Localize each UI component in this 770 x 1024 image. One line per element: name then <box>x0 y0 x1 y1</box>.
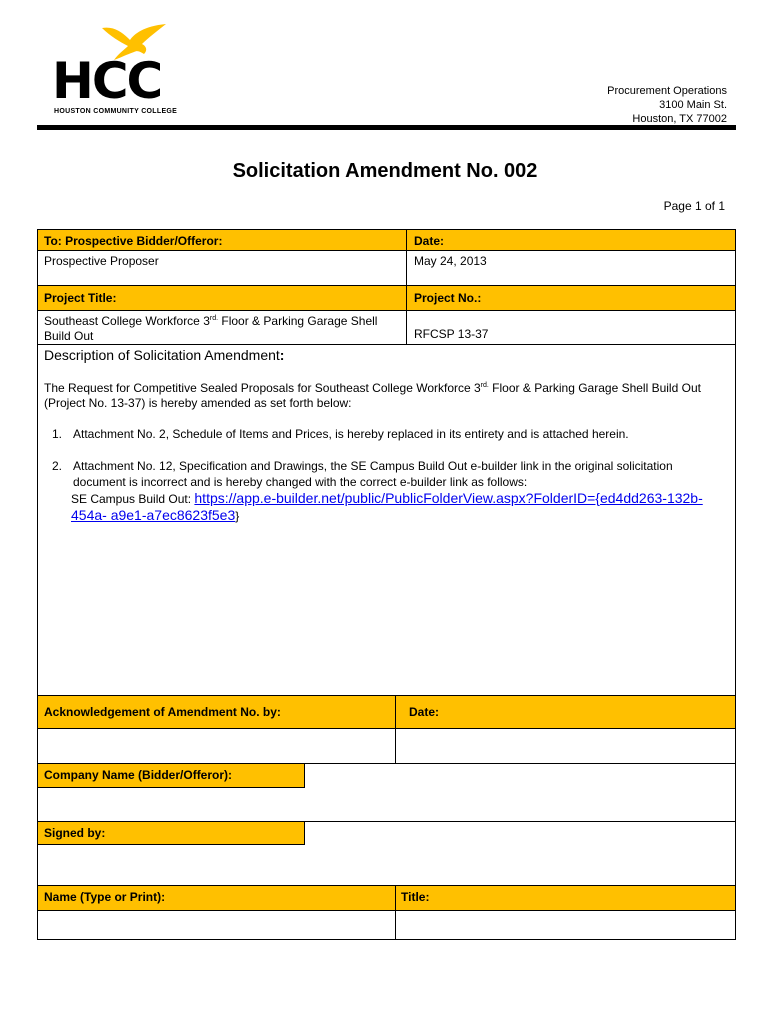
to-label: To: Prospective Bidder/Offeror: <box>44 234 223 248</box>
item-2-line-1: Attachment No. 12, Specification and Drawings, the SE Campus Build Out e-builder link in the original solicitation <box>73 459 673 473</box>
hcc-logo <box>52 22 184 118</box>
description-intro: The Request for Competitive Sealed Proposals for Southeast College Workforce $3^{rd.}$ Floor & Parking Garage Shell Build Out <box>44 381 701 395</box>
ack-date-label: Date: <box>409 705 440 719</box>
to-value: Prospective Proposer <box>44 254 159 268</box>
company-label: Company Name (Bidder/Offeror): <box>44 768 233 782</box>
date-label: Date: <box>414 234 445 248</box>
title-field[interactable] <box>396 911 735 939</box>
description-heading: Description of Solicitation Amendment: <box>44 347 285 363</box>
e-builder-link-continued[interactable]: 454a- a9e1-a7ec8623f5e3 <box>71 507 236 523</box>
project-title-value-line2: Build Out <box>44 329 94 343</box>
item-2-number: 2. <box>52 459 63 473</box>
item-2-line-4: 454a- a9e1-a7ec8623f5e3} <box>71 507 240 523</box>
description-intro-line2: (Project No. 13-37) is hereby amended as set forth below: <box>44 396 352 410</box>
company-name-field[interactable] <box>38 788 735 821</box>
project-no-label: Project No.: <box>414 291 482 305</box>
ack-date-field[interactable] <box>396 729 735 763</box>
ack-amendment-field[interactable] <box>38 729 395 763</box>
date-value: May 24, 2013 <box>414 254 487 268</box>
item-1-text: Attachment No. 2, Schedule of Items and Prices, is hereby replaced in its entirety and is attached herein. <box>73 427 629 441</box>
project-no-value: RFCSP 13-37 <box>414 327 489 341</box>
project-title-value: Southeast College Workforce $3^{rd.}$ Floor & Parking Garage Shell <box>44 314 378 328</box>
signature-field[interactable] <box>38 845 735 885</box>
title-label: Title: <box>401 890 430 904</box>
address-line-1: Procurement Operations <box>607 85 727 97</box>
logo-subtitle: HOUSTON COMMUNITY COLLEGE <box>54 108 178 115</box>
page-number: Page 1 of 1 <box>663 199 725 213</box>
page-title: Solicitation Amendment No. 002 <box>232 160 538 182</box>
signed-label: Signed by: <box>44 826 106 840</box>
address-line-2: 3100 Main St. <box>659 99 727 111</box>
item-2-line-2: document is incorrect and is hereby changed with the correct e-builder link as follows: <box>73 475 528 489</box>
e-builder-link[interactable]: https://app.e-builder.net/public/PublicFolderView.aspx?FolderID={ed4dd263-132b- <box>194 490 703 506</box>
name-label: Name (Type or Print): <box>44 890 166 904</box>
project-row-yellow <box>38 286 735 310</box>
logo-letters: HCC <box>52 52 162 110</box>
address-line-3: Houston, TX 77002 <box>632 113 727 125</box>
project-title-label: Project Title: <box>44 291 117 305</box>
item-1-number: 1. <box>52 427 63 441</box>
header-rule <box>37 125 736 130</box>
item-2-line-3: SE Campus Build Out: https://app.e-builder.net/public/PublicFolderView.aspx?FolderID={ed4dd263-132b- <box>71 490 703 506</box>
ack-label: Acknowledgement of Amendment No. by: <box>44 705 281 719</box>
name-field[interactable] <box>38 911 395 939</box>
